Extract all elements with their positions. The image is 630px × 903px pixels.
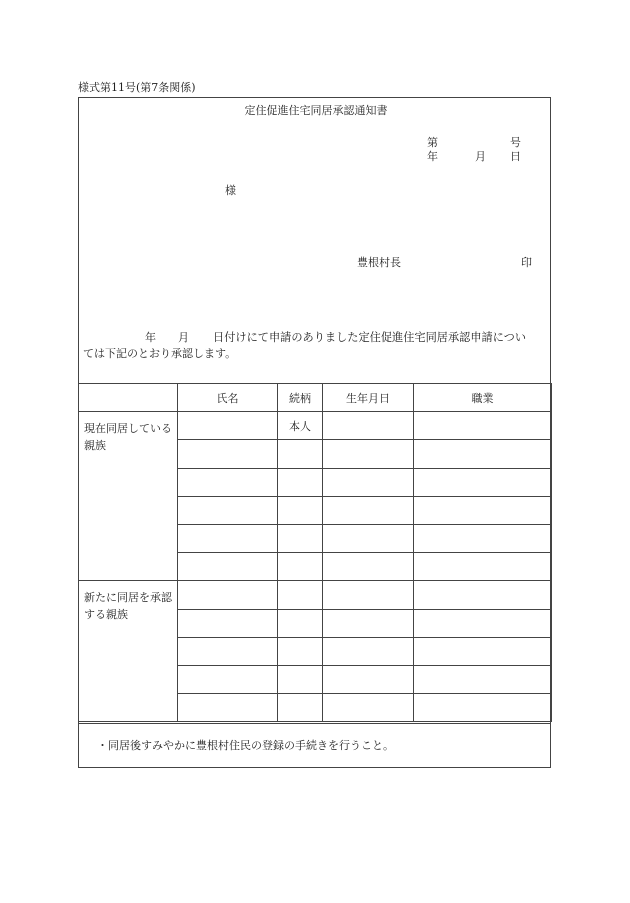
relation-cell (278, 694, 323, 722)
birthdate-cell (323, 440, 414, 468)
birthdate-cell (323, 496, 414, 524)
ref-dai: 第 (427, 136, 438, 149)
body-month: 月 (178, 331, 189, 344)
body-line2: ては下記のとおり承認します。 (83, 347, 237, 360)
occupation-cell (414, 694, 552, 722)
relation-cell (278, 665, 323, 693)
relation-cell (278, 637, 323, 665)
name-cell (178, 553, 278, 581)
birthdate-cell (323, 637, 414, 665)
relation-cell (278, 440, 323, 468)
name-cell (178, 440, 278, 468)
occupation-cell (414, 468, 552, 496)
form-number: 様式第11号(第7条関係) (78, 81, 196, 94)
header-blank (79, 384, 178, 412)
header-relation: 続柄 (278, 384, 323, 412)
birthdate-cell (323, 665, 414, 693)
relation-cell (278, 553, 323, 581)
note-text: ・同居後すみやかに豊根村住民の登録の手続きを行うこと。 (97, 739, 394, 752)
relation-cell (278, 581, 323, 609)
name-cell (178, 468, 278, 496)
occupation-cell (414, 496, 552, 524)
occupation-cell (414, 440, 552, 468)
occupation-cell (414, 524, 552, 552)
table-row (79, 581, 552, 609)
issuer: 豊根村長 (357, 256, 401, 269)
occupation-cell (414, 609, 552, 637)
birthdate-cell (323, 412, 414, 440)
occupation-cell (414, 637, 552, 665)
birthdate-cell (323, 694, 414, 722)
name-cell (178, 609, 278, 637)
family-table (78, 383, 552, 722)
relation-cell (278, 496, 323, 524)
addressee-suffix: 様 (225, 184, 236, 197)
note-divider (78, 723, 551, 724)
name-cell (178, 412, 278, 440)
occupation-cell (414, 412, 552, 440)
relation-cell-self: 本人 (278, 412, 323, 440)
body-year: 年 (145, 331, 156, 344)
table-row (79, 412, 552, 440)
ref-go: 号 (510, 136, 521, 149)
header-occupation: 職業 (414, 384, 552, 412)
name-cell (178, 637, 278, 665)
current-family-label: 現在同居している親族 (79, 412, 178, 581)
header-name: 氏名 (178, 384, 278, 412)
ref-year: 年 (427, 150, 438, 163)
document-title: 定住促進住宅同居承認通知書 (244, 104, 388, 117)
occupation-cell (414, 665, 552, 693)
name-cell (178, 665, 278, 693)
header-birthdate: 生年月日 (323, 384, 414, 412)
name-cell (178, 496, 278, 524)
occupation-cell (414, 553, 552, 581)
ref-day: 日 (510, 150, 521, 163)
new-family-label: 新たに同居を承認する親族 (79, 581, 178, 722)
birthdate-cell (323, 609, 414, 637)
birthdate-cell (323, 524, 414, 552)
seal-mark: 印 (521, 256, 532, 269)
relation-cell (278, 524, 323, 552)
relation-cell (278, 609, 323, 637)
birthdate-cell (323, 581, 414, 609)
table-header-row (79, 384, 552, 412)
birthdate-cell (323, 468, 414, 496)
occupation-cell (414, 581, 552, 609)
ref-month: 月 (475, 150, 486, 163)
body-line1: 日付けにて申請のありました定住促進住宅同居承認申請につい (213, 331, 527, 344)
name-cell (178, 694, 278, 722)
name-cell (178, 581, 278, 609)
relation-cell (278, 468, 323, 496)
name-cell (178, 524, 278, 552)
birthdate-cell (323, 553, 414, 581)
